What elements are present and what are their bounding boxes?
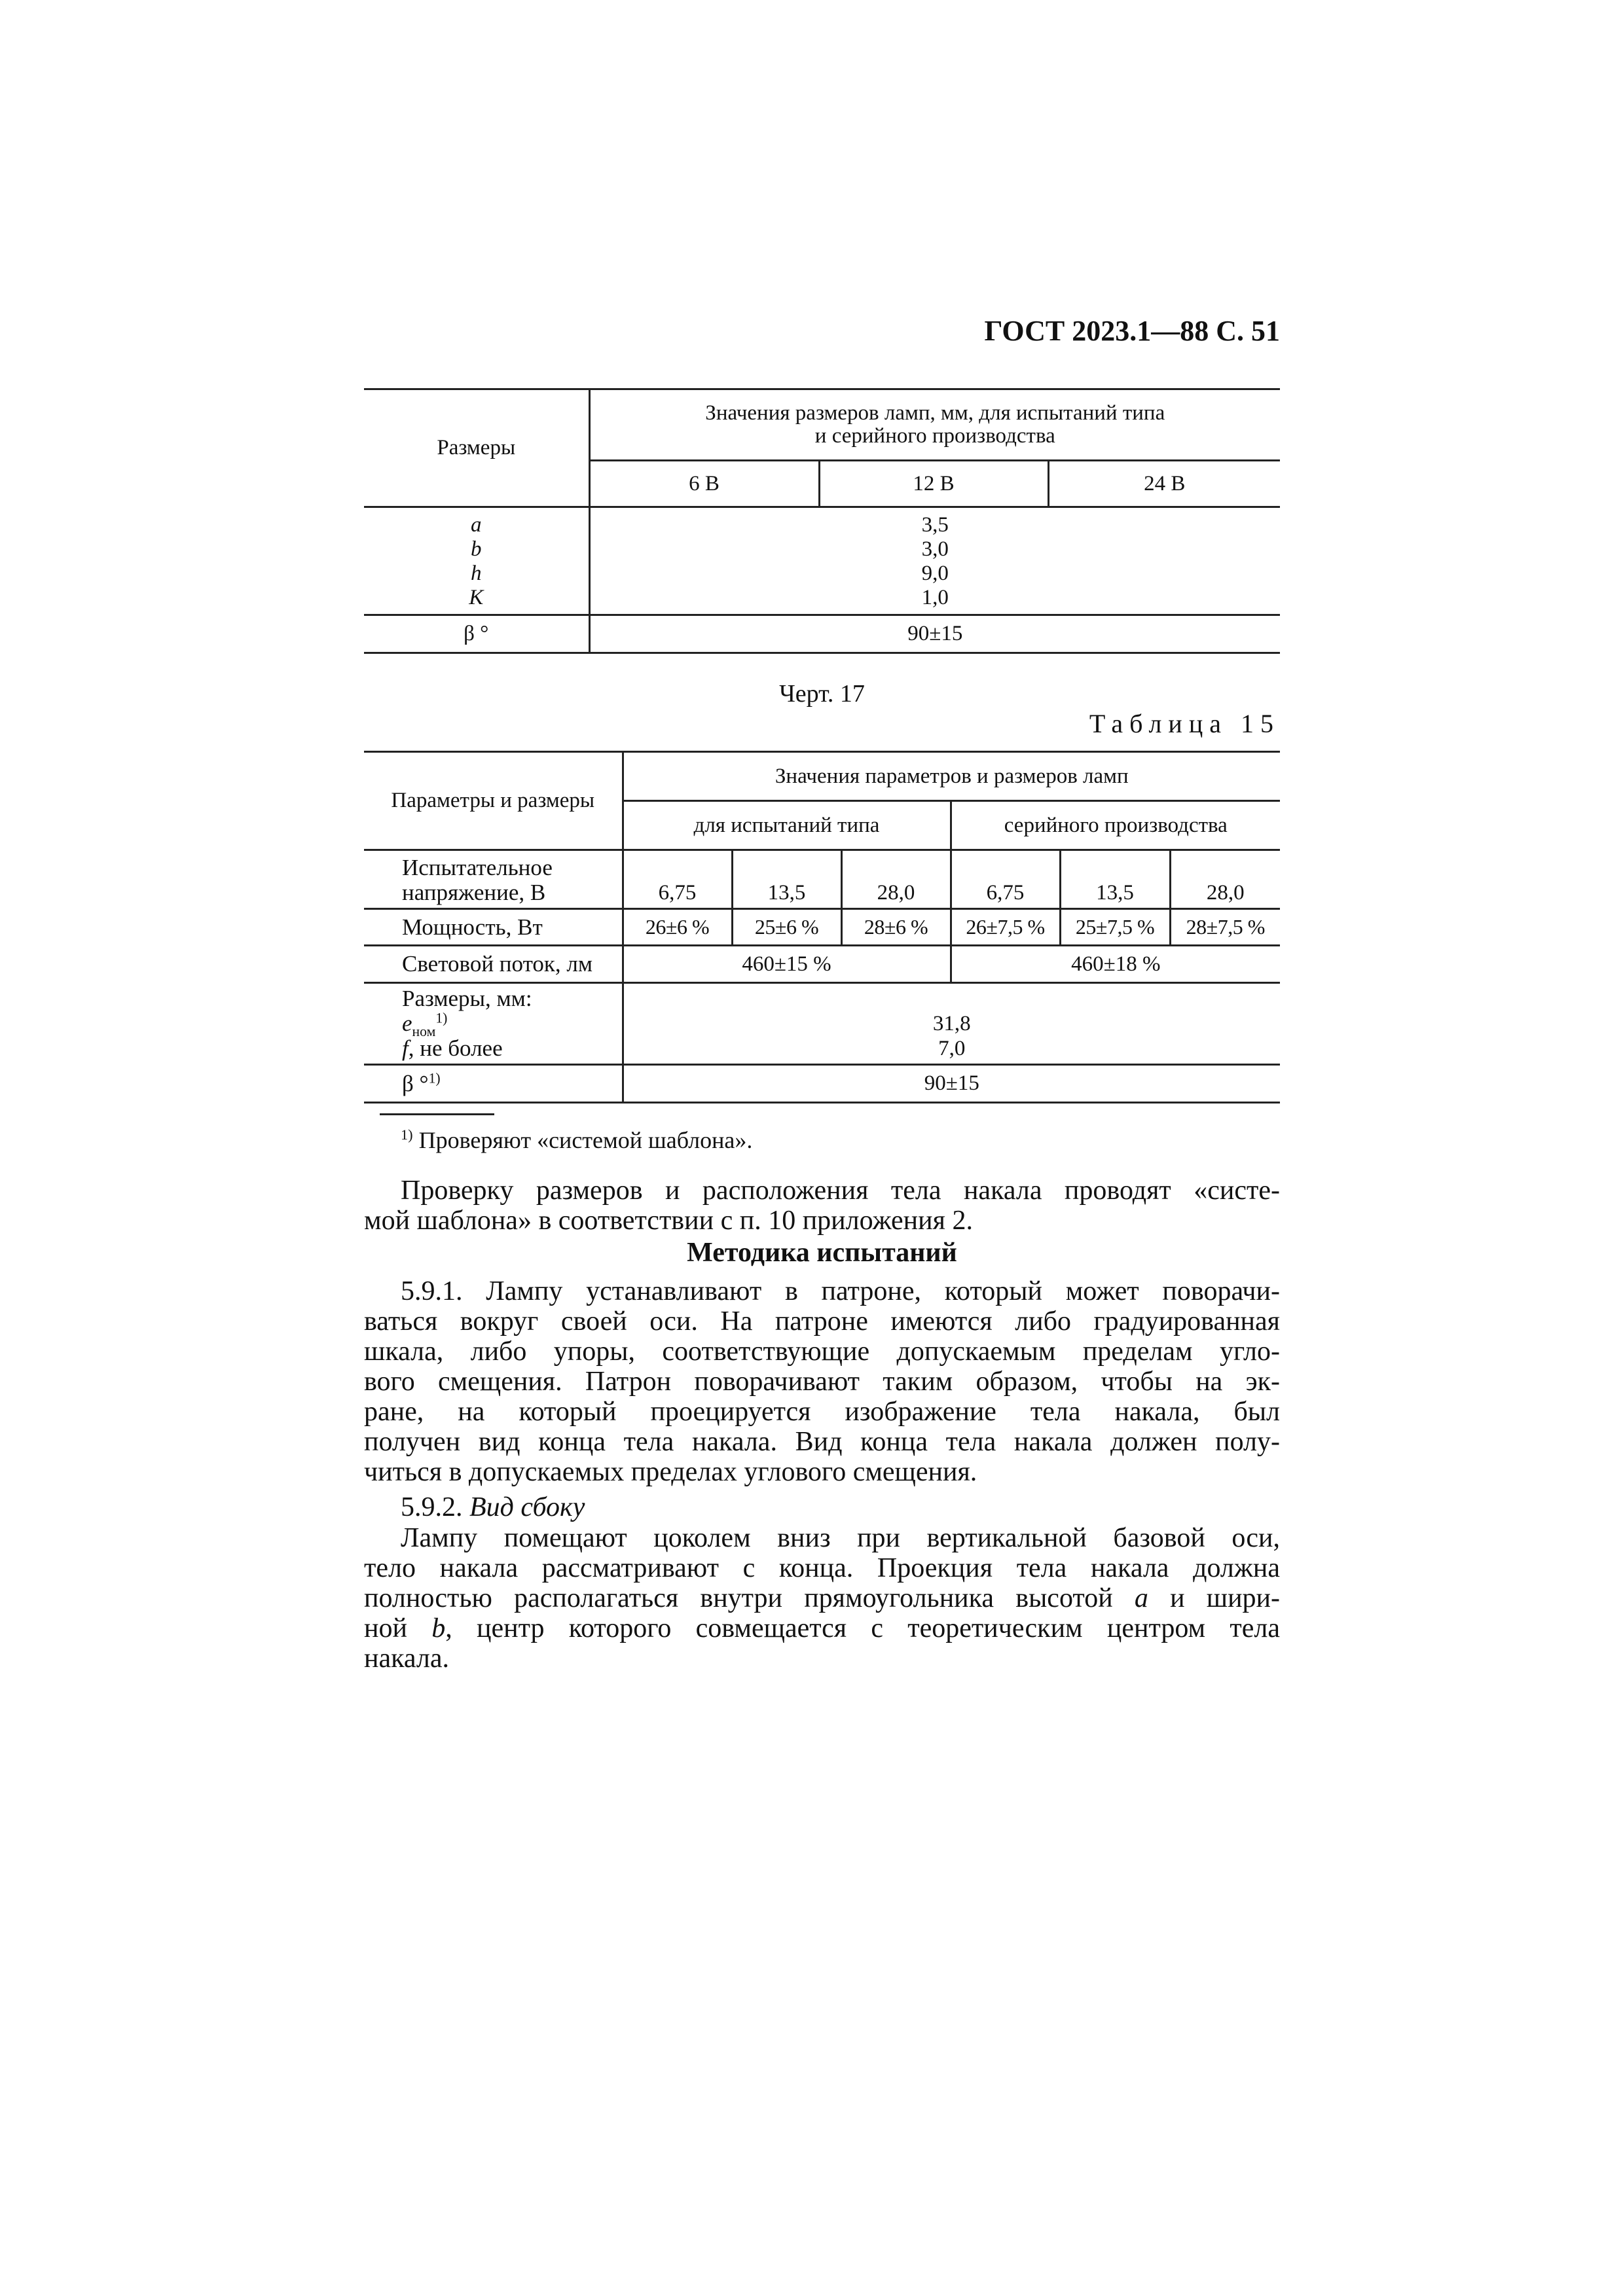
figure-caption: Черт. 17 (779, 680, 865, 708)
p592-line-4 (364, 1613, 1280, 1643)
p591-line-6: получен вид конца тела накала. Вид конца тела накала должен полу- (364, 1427, 1280, 1457)
size-value-h: 9,0 (921, 562, 949, 585)
p592-symbol-b: b (431, 1613, 446, 1643)
paragraph-5-9-2-body (364, 1523, 1280, 1674)
footnote-rule (380, 1113, 494, 1115)
power-type-24v: 28±6 % (841, 909, 951, 946)
paragraph-5-9-1 (364, 1276, 1280, 1487)
p591-line-7: читься в допускаемых пределах углового смещения. (364, 1457, 977, 1487)
footnote-text: Проверяют «системой шаблона». (418, 1127, 753, 1153)
row-label-beta (364, 1065, 623, 1103)
e-nom-subscript: ном (412, 1024, 436, 1039)
p592-line-3-pre: полностью располагаться внутри прямоугольника высотой (364, 1583, 1113, 1613)
dimensions-values-cell (623, 983, 1280, 1065)
row-label-voltage: Испытательное напряжение, В (364, 850, 623, 909)
intro-paragraph (364, 1175, 1280, 1236)
size-name-k: K (469, 586, 484, 609)
f-symbol: f (402, 1035, 409, 1061)
size-name-a: a (471, 513, 482, 537)
p591-line-1: 5.9.1. Лампу устанавливают в патроне, который может поворачи- (401, 1276, 1280, 1306)
col-header-size-values (589, 389, 1280, 461)
p592-line-4-post: , центр которого совмещается с теоретическим центром тела (445, 1613, 1280, 1643)
section-heading: Методика испытаний (687, 1238, 957, 1268)
footnote (401, 1124, 752, 1156)
p592-line-1: Лампу помещают цоколем вниз при вертикальной базовой оси, (401, 1523, 1280, 1553)
col-header-6v: 6 В (589, 461, 819, 507)
col-header-sizes: Размеры (364, 389, 589, 507)
beta-symbol: β ° (402, 1070, 429, 1096)
paragraph-5-9-2-heading (401, 1492, 1280, 1522)
beta-footnote-mark: 1) (428, 1069, 441, 1086)
voltage-serial-12v: 13,5 (1060, 850, 1170, 909)
e-nom-footnote-mark: 1) (435, 1010, 448, 1026)
col-header-size-values-line1: Значения размеров ламп, мм, для испытаний типа (705, 401, 1165, 425)
row-label-flux: Световой поток, лм (364, 946, 623, 983)
beta-value: 90±15 (907, 622, 963, 645)
p591-line-3: шкала, либо упоры, соответствующие допускаемым пределам угло- (364, 1336, 1280, 1367)
size-value-b: 3,0 (921, 537, 949, 561)
col-header-param-values: Значения параметров и размеров ламп (623, 752, 1280, 801)
beta-value-15: 90±15 (924, 1071, 979, 1095)
p592-line-4-pre: ной (364, 1613, 407, 1643)
p591-line-4: вого смещения. Патрон поворачивают таким образом, чтобы на эк- (364, 1367, 1280, 1397)
intro-line-1: Проверку размеров и расположения тела накала проводят «систе- (401, 1175, 1280, 1206)
table-15 (364, 751, 1280, 1103)
p592-number: 5.9.2. (401, 1492, 463, 1522)
p591-line-2: ваться вокруг своей оси. На патроне имеются либо градуированная (364, 1306, 1280, 1336)
p592-line-3 (364, 1583, 1280, 1613)
f-suffix: , не более (408, 1035, 503, 1061)
e-nom-value: 31,8 (932, 1012, 971, 1035)
voltage-type-6v: 6,75 (623, 850, 732, 909)
voltage-serial-6v: 6,75 (951, 850, 1060, 909)
col-header-12v: 12 В (819, 461, 1048, 507)
dimensions-heading: Размеры, мм: (402, 986, 532, 1011)
power-serial-24v: 28±7,5 % (1170, 909, 1280, 946)
p591-line-5: ране, на который проецируется изображение тела накала, был (364, 1397, 1280, 1427)
power-type-12v: 25±6 % (732, 909, 841, 946)
col-header-24v: 24 В (1048, 461, 1280, 507)
intro-line-2: мой шаблона» в соответствии с п. 10 приложения 2. (364, 1206, 973, 1236)
col-header-type-tests: для испытаний типа (623, 801, 951, 850)
dimensions-table (364, 388, 1280, 654)
power-serial-6v: 26±7,5 % (951, 909, 1060, 946)
voltage-serial-24v: 28,0 (1170, 850, 1280, 909)
f-value: 7,0 (938, 1037, 966, 1060)
row-label-power: Мощность, Вт (364, 909, 623, 946)
flux-type-value: 460±15 % (623, 946, 951, 983)
col-header-params: Параметры и размеры (364, 752, 623, 850)
beta-label: β ° (364, 615, 589, 653)
col-header-size-values-line2: и серийного производства (814, 424, 1055, 448)
footnote-mark: 1) (401, 1126, 413, 1143)
power-serial-12v: 25±7,5 % (1060, 909, 1170, 946)
size-name-b: b (471, 537, 482, 561)
size-values-cell (589, 507, 1280, 615)
voltage-type-12v: 13,5 (732, 850, 841, 909)
power-type-6v: 26±6 % (623, 909, 732, 946)
voltage-type-24v: 28,0 (841, 850, 951, 909)
p592-symbol-a: a (1134, 1583, 1148, 1613)
table-label: Таблица 15 (1089, 709, 1280, 738)
p592-line-5: накала. (364, 1643, 449, 1674)
e-nom-symbol: e (402, 1011, 412, 1036)
size-name-h: h (471, 562, 482, 585)
p592-line-3-post: и шири- (1170, 1583, 1281, 1613)
flux-serial-value: 460±18 % (951, 946, 1280, 983)
p592-line-2: тело накала рассматривают с конца. Проекция тела накала должна (364, 1553, 1280, 1583)
row-label-dimensions (364, 983, 623, 1065)
size-value-k: 1,0 (921, 586, 949, 609)
running-head: ГОСТ 2023.1—88 С. 51 (984, 315, 1280, 347)
col-header-serial-production: серийного производства (951, 801, 1280, 850)
p592-title: Вид сбоку (469, 1492, 585, 1522)
size-names-cell (364, 507, 589, 615)
size-value-a: 3,5 (921, 513, 949, 537)
